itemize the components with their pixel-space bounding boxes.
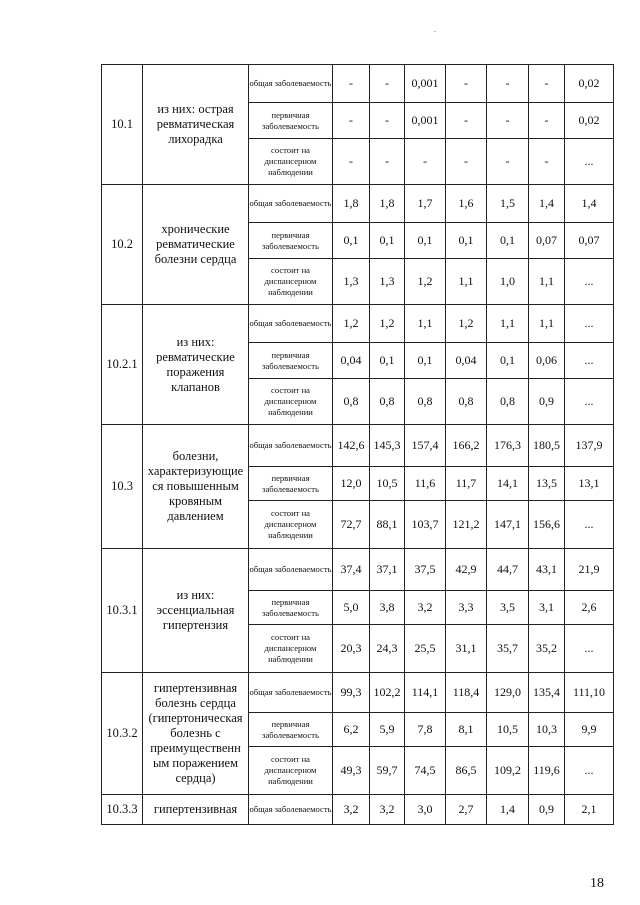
- value-cell: 0,02: [565, 103, 614, 139]
- value-cell: 3,2: [405, 591, 446, 625]
- indicator-type: первичная заболеваемость: [249, 713, 333, 747]
- value-cell: 2,6: [565, 591, 614, 625]
- value-cell: 0,8: [333, 379, 370, 425]
- value-cell: 0,06: [529, 343, 565, 379]
- value-cell: 0,8: [446, 379, 487, 425]
- disease-name: болезни, характеризующие ся повышенным кровяным давлением: [143, 425, 249, 549]
- value-cell: 145,3: [370, 425, 405, 467]
- value-cell: 1,1: [487, 305, 529, 343]
- value-cell: 1,4: [487, 795, 529, 825]
- value-cell: 0,1: [370, 223, 405, 259]
- value-cell: 3,0: [405, 795, 446, 825]
- value-cell: 0,1: [333, 223, 370, 259]
- value-cell: -: [487, 103, 529, 139]
- value-cell: 1,8: [333, 185, 370, 223]
- value-cell: 157,4: [405, 425, 446, 467]
- value-cell: 37,5: [405, 549, 446, 591]
- value-cell: -: [487, 65, 529, 103]
- value-cell: 72,7: [333, 501, 370, 549]
- value-cell: 0,001: [405, 65, 446, 103]
- value-cell: 1,8: [370, 185, 405, 223]
- value-cell: 0,04: [333, 343, 370, 379]
- row-code: 10.2.1: [102, 305, 143, 425]
- indicator-type: состоит на диспансерном наблюдении: [249, 379, 333, 425]
- value-cell: 1,7: [405, 185, 446, 223]
- value-cell: 0,1: [405, 223, 446, 259]
- value-cell: 11,6: [405, 467, 446, 501]
- value-cell: -: [370, 103, 405, 139]
- value-cell: 119,6: [529, 747, 565, 795]
- value-cell: 3,8: [370, 591, 405, 625]
- value-cell: 0,1: [487, 343, 529, 379]
- value-cell: 86,5: [446, 747, 487, 795]
- value-cell: 1,2: [405, 259, 446, 305]
- value-cell: 6,2: [333, 713, 370, 747]
- value-cell: 20,3: [333, 625, 370, 673]
- value-cell: 0,02: [565, 65, 614, 103]
- value-cell: 0,8: [370, 379, 405, 425]
- value-cell: ...: [565, 305, 614, 343]
- disease-name: из них: ревматические поражения клапанов: [143, 305, 249, 425]
- value-cell: -: [370, 65, 405, 103]
- row-code: 10.2: [102, 185, 143, 305]
- value-cell: 1,0: [487, 259, 529, 305]
- value-cell: 49,3: [333, 747, 370, 795]
- value-cell: 10,3: [529, 713, 565, 747]
- value-cell: 37,1: [370, 549, 405, 591]
- value-cell: 88,1: [370, 501, 405, 549]
- value-cell: 0,9: [529, 795, 565, 825]
- value-cell: 5,9: [370, 713, 405, 747]
- value-cell: 14,1: [487, 467, 529, 501]
- table-row: [102, 305, 614, 343]
- value-cell: 135,4: [529, 673, 565, 713]
- indicator-type: первичная заболеваемость: [249, 343, 333, 379]
- indicator-type: общая заболеваемость: [249, 673, 333, 713]
- value-cell: 142,6: [333, 425, 370, 467]
- row-code: 10.3: [102, 425, 143, 549]
- indicator-type: первичная заболеваемость: [249, 591, 333, 625]
- indicator-type: состоит на диспансерном наблюдении: [249, 259, 333, 305]
- disease-name: хронические ревматические болезни сердца: [143, 185, 249, 305]
- value-cell: -: [446, 103, 487, 139]
- value-cell: 0,9: [529, 379, 565, 425]
- value-cell: 1,1: [529, 259, 565, 305]
- value-cell: 0,07: [565, 223, 614, 259]
- value-cell: 3,5: [487, 591, 529, 625]
- value-cell: 10,5: [370, 467, 405, 501]
- value-cell: 42,9: [446, 549, 487, 591]
- table-row: [102, 795, 614, 825]
- value-cell: 24,3: [370, 625, 405, 673]
- indicator-type: первичная заболеваемость: [249, 467, 333, 501]
- disease-name: гипертензивная: [143, 795, 249, 825]
- indicator-type: общая заболеваемость: [249, 425, 333, 467]
- value-cell: 118,4: [446, 673, 487, 713]
- disease-name: из них: острая ревматическая лихорадка: [143, 65, 249, 185]
- value-cell: 35,7: [487, 625, 529, 673]
- value-cell: 2,1: [565, 795, 614, 825]
- value-cell: ...: [565, 625, 614, 673]
- value-cell: 13,5: [529, 467, 565, 501]
- table-body: [102, 65, 614, 825]
- indicator-type: состоит на диспансерном наблюдении: [249, 625, 333, 673]
- indicator-type: состоит на диспансерном наблюдении: [249, 501, 333, 549]
- value-cell: 13,1: [565, 467, 614, 501]
- value-cell: 114,1: [405, 673, 446, 713]
- value-cell: -: [405, 139, 446, 185]
- indicator-type: первичная заболеваемость: [249, 103, 333, 139]
- value-cell: ...: [565, 501, 614, 549]
- value-cell: 137,9: [565, 425, 614, 467]
- indicator-type: общая заболеваемость: [249, 65, 333, 103]
- disease-name: из них: эссенциальная гипертензия: [143, 549, 249, 673]
- value-cell: 1,6: [446, 185, 487, 223]
- value-cell: 12,0: [333, 467, 370, 501]
- table-row: [102, 425, 614, 467]
- value-cell: 2,7: [446, 795, 487, 825]
- value-cell: -: [333, 139, 370, 185]
- value-cell: 31,1: [446, 625, 487, 673]
- scan-speck: [434, 31, 436, 32]
- value-cell: 35,2: [529, 625, 565, 673]
- value-cell: -: [529, 65, 565, 103]
- value-cell: 9,9: [565, 713, 614, 747]
- value-cell: 176,3: [487, 425, 529, 467]
- value-cell: 7,8: [405, 713, 446, 747]
- row-code: 10.3.2: [102, 673, 143, 795]
- value-cell: 11,7: [446, 467, 487, 501]
- value-cell: 74,5: [405, 747, 446, 795]
- value-cell: 1,1: [529, 305, 565, 343]
- value-cell: 1,2: [370, 305, 405, 343]
- table-row: [102, 185, 614, 223]
- value-cell: 59,7: [370, 747, 405, 795]
- value-cell: 43,1: [529, 549, 565, 591]
- value-cell: ...: [565, 343, 614, 379]
- page-number: 18: [590, 876, 604, 891]
- value-cell: 121,2: [446, 501, 487, 549]
- value-cell: -: [487, 139, 529, 185]
- value-cell: -: [333, 103, 370, 139]
- table-row: [102, 65, 614, 103]
- value-cell: 1,4: [565, 185, 614, 223]
- value-cell: 166,2: [446, 425, 487, 467]
- value-cell: ...: [565, 379, 614, 425]
- value-cell: 180,5: [529, 425, 565, 467]
- value-cell: -: [446, 139, 487, 185]
- table-row: [102, 549, 614, 591]
- row-code: 10.3.1: [102, 549, 143, 673]
- value-cell: 0,07: [529, 223, 565, 259]
- indicator-type: общая заболеваемость: [249, 305, 333, 343]
- indicator-type: общая заболеваемость: [249, 549, 333, 591]
- row-code: 10.1: [102, 65, 143, 185]
- value-cell: 1,1: [405, 305, 446, 343]
- indicator-type: общая заболеваемость: [249, 185, 333, 223]
- value-cell: 8,1: [446, 713, 487, 747]
- value-cell: 10,5: [487, 713, 529, 747]
- value-cell: 3,2: [333, 795, 370, 825]
- disease-name: гипертензивная болезнь сердца (гипертоническая болезнь с преимущественн ым поражением сердца): [143, 673, 249, 795]
- value-cell: 1,4: [529, 185, 565, 223]
- value-cell: -: [446, 65, 487, 103]
- value-cell: 1,2: [333, 305, 370, 343]
- value-cell: 103,7: [405, 501, 446, 549]
- table-row: [102, 673, 614, 713]
- value-cell: -: [529, 103, 565, 139]
- value-cell: 156,6: [529, 501, 565, 549]
- row-code: 10.3.3: [102, 795, 143, 825]
- value-cell: 3,1: [529, 591, 565, 625]
- value-cell: 3,3: [446, 591, 487, 625]
- value-cell: 0,1: [487, 223, 529, 259]
- value-cell: 99,3: [333, 673, 370, 713]
- value-cell: 0,04: [446, 343, 487, 379]
- value-cell: 111,10: [565, 673, 614, 713]
- indicator-type: общая заболеваемость: [249, 795, 333, 825]
- value-cell: -: [333, 65, 370, 103]
- indicator-type: первичная заболеваемость: [249, 223, 333, 259]
- value-cell: 1,2: [446, 305, 487, 343]
- value-cell: 5,0: [333, 591, 370, 625]
- value-cell: ...: [565, 139, 614, 185]
- value-cell: -: [529, 139, 565, 185]
- value-cell: 1,3: [370, 259, 405, 305]
- value-cell: 147,1: [487, 501, 529, 549]
- value-cell: 0,1: [405, 343, 446, 379]
- value-cell: 0,8: [405, 379, 446, 425]
- value-cell: 37,4: [333, 549, 370, 591]
- value-cell: 1,1: [446, 259, 487, 305]
- value-cell: 44,7: [487, 549, 529, 591]
- value-cell: 1,5: [487, 185, 529, 223]
- value-cell: -: [370, 139, 405, 185]
- value-cell: 102,2: [370, 673, 405, 713]
- value-cell: ...: [565, 259, 614, 305]
- value-cell: 25,5: [405, 625, 446, 673]
- value-cell: 109,2: [487, 747, 529, 795]
- value-cell: 0,1: [446, 223, 487, 259]
- value-cell: 1,3: [333, 259, 370, 305]
- indicator-type: состоит на диспансерном наблюдении: [249, 747, 333, 795]
- indicator-type: состоит на диспансерном наблюдении: [249, 139, 333, 185]
- value-cell: 0,1: [370, 343, 405, 379]
- value-cell: 129,0: [487, 673, 529, 713]
- morbidity-table: [101, 64, 614, 825]
- value-cell: 21,9: [565, 549, 614, 591]
- value-cell: ...: [565, 747, 614, 795]
- value-cell: 0,001: [405, 103, 446, 139]
- value-cell: 3,2: [370, 795, 405, 825]
- value-cell: 0,8: [487, 379, 529, 425]
